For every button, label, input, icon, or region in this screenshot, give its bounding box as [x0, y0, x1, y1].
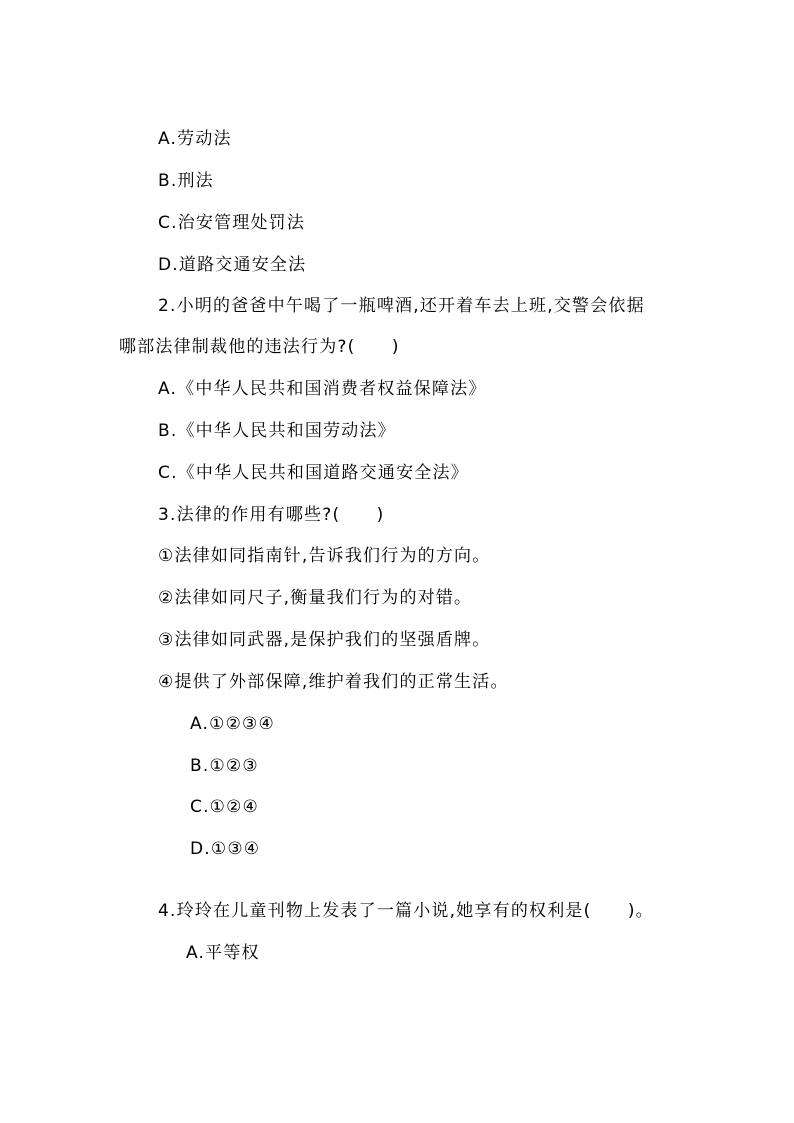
q3-statement-1: ①法律如同指南针,告诉我们行为的方向。	[158, 546, 491, 566]
q3-stem: 3.法律的作用有哪些?( )	[158, 505, 385, 525]
q1-option-a: A.劳动法	[158, 129, 232, 149]
q1-option-c: C.治安管理处罚法	[158, 213, 306, 233]
q2-stem-line2: 哪部法律制裁他的违法行为?( )	[119, 337, 400, 357]
q1-option-b: B.刑法	[158, 171, 214, 191]
q3-statement-3: ③法律如同武器,是保护我们的坚强盾牌。	[158, 630, 491, 650]
q2-stem-line1: 2.小明的爸爸中午喝了一瓶啤酒,还开着车去上班,交警会依据	[158, 296, 645, 316]
q3-option-c: C.①②④	[190, 797, 259, 817]
q1-option-d: D.道路交通安全法	[158, 255, 307, 275]
q2-option-c: C.《中华人民共和国道路交通安全法》	[158, 463, 469, 483]
q4-option-a: A.平等权	[186, 943, 260, 963]
q2-option-b: B.《中华人民共和国劳动法》	[158, 421, 396, 441]
q3-option-d: D.①③④	[190, 839, 261, 859]
q3-statement-2: ②法律如同尺子,衡量我们行为的对错。	[158, 588, 473, 608]
q4-stem: 4.玲玲在儿童刊物上发表了一篇小说,她享有的权利是( )。	[158, 901, 654, 921]
q3-option-a: A.①②③④	[190, 714, 275, 734]
q2-option-a: A.《中华人民共和国消费者权益保障法》	[158, 379, 487, 399]
q3-option-b: B.①②③	[190, 756, 259, 776]
q3-statement-4: ④提供了外部保障,维护着我们的正常生活。	[158, 672, 509, 692]
